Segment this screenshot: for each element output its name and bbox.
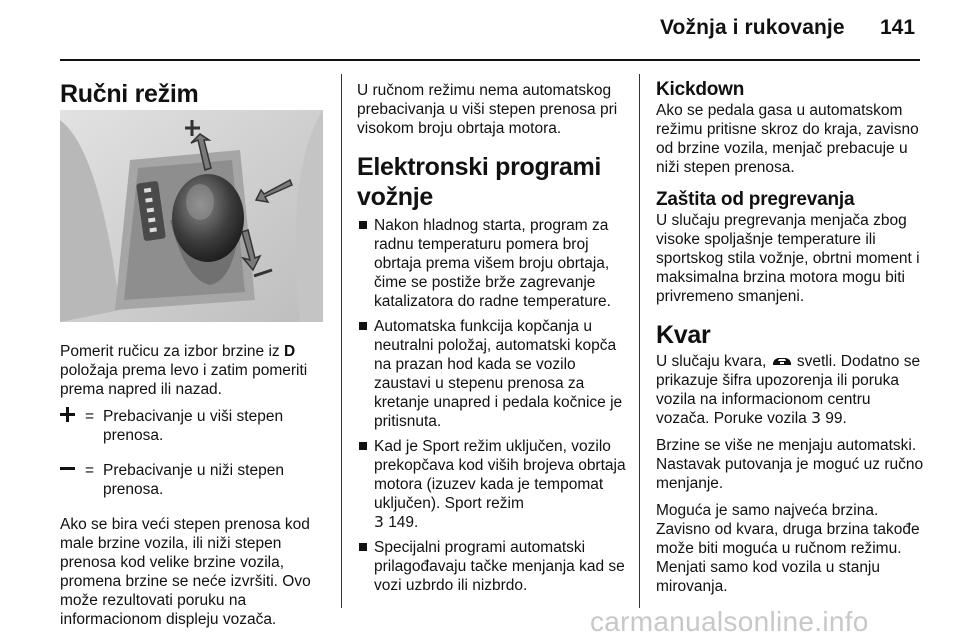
section-heading-fault: Kvar bbox=[656, 321, 711, 349]
header-divider bbox=[60, 59, 920, 61]
shift-limit-paragraph: Ako se bira veći stepen prenosa kod male brzine vozila, ili niži stepen prenosa kod velike brzine vozila, promena brzine se neće izvršiti. Ovo može rezultovati poruku na informacionom displeju vozača. bbox=[60, 516, 311, 628]
fault-paragraph-2: Brzine se više ne menjaju automatski. Nastavak putovanja je moguć uz ručno menjanje. bbox=[656, 437, 924, 492]
subheading-overheat-protection: Zaštita od pregrevanja bbox=[656, 189, 855, 210]
fault-paragraph-1: U slučaju kvara, svetli. Dodatno se prikazuje šifra upozorenja ili poruka vozila na informacionom centru vozača. Poruke vozila 3 99. bbox=[656, 353, 921, 427]
page-ref: 99. bbox=[825, 410, 847, 427]
overheat-text: U slučaju pregrevanja menjača zbog visoke spoljašnje temperature ili sportskog stila vožnje, obrtni moment i maksimalna brzina motora mogu biti privremeno smanjeni. bbox=[656, 212, 920, 305]
page-number: 141 bbox=[880, 16, 916, 39]
column-divider-1 bbox=[341, 74, 342, 608]
gear-selector-photo bbox=[60, 110, 323, 322]
minus-icon bbox=[60, 461, 76, 481]
kickdown-text: Ako se pedala gasa u automatskom režimu pritisne skroz do kraja, zavisno od brzine vozila, menjač prebacuje u niži stepen prenosa. bbox=[656, 102, 919, 176]
column-1 bbox=[60, 79, 325, 109]
running-header-title: Vožnja i rukovanje bbox=[660, 16, 845, 39]
page-ref-arrow-icon: 3 bbox=[811, 409, 821, 427]
drive-programs-list bbox=[357, 216, 629, 595]
section-heading-drive-programs: Elektronski programi vožnje bbox=[357, 153, 602, 211]
plus-icon bbox=[60, 407, 76, 427]
column-1-body bbox=[60, 342, 325, 637]
list-item: Specijalni programi automatski prilagođavaju tačke menjanja kad se vozi uzbrdo ili nizbrdo. bbox=[357, 538, 629, 595]
page-ref-arrow-icon: 3 bbox=[374, 513, 384, 531]
fault-paragraph-3: Moguća je samo najveća brzina. Zavisno od kvara, druga brzina takođe može biti moguća u ručnom režimu. Menjati samo kod vozila u stanju mirovanja. bbox=[656, 502, 920, 595]
manual-mode-intro: Pomerit ručicu za izbor brzine iz D položaja prema levo i zatim pomeriti prema napred ili nazad. bbox=[60, 343, 308, 398]
list-item: Automatska funkcija kopčanja u neutralni položaj, automatski kopča na prazan hod kada se vozilo zaustavi u stepenu prenosa za kretanje unapred i pedala kočnice je pritisnuta. bbox=[357, 317, 629, 431]
manual-mode-note: U ručnom režimu nema automatskog prebacivanja u viši stepen prenosa pri visokom broju obrtaja motora. bbox=[357, 82, 618, 137]
watermark: carmanualsonline.info bbox=[590, 606, 869, 637]
definition-downshift: = Prebacivanje u niži stepen prenosa. bbox=[60, 461, 325, 499]
definition-text: Prebacivanje u niži stepen prenosa. bbox=[103, 462, 284, 498]
subheading-kickdown: Kickdown bbox=[656, 79, 745, 100]
list-item: Kad je Sport režim uključen, vozilo prekopčava kod viših brojeva obrtaja motora (izuzev kada je tempomat uključen). Sport režim 3 149. bbox=[357, 437, 629, 532]
definition-upshift: = Prebacivanje u viši stepen prenosa. bbox=[60, 407, 325, 445]
page-ref: 149. bbox=[388, 514, 419, 531]
column-2 bbox=[357, 81, 629, 601]
section-heading-manual-mode: Ručni režim bbox=[60, 80, 199, 108]
list-item: Nakon hladnog starta, program za radnu temperaturu pomera broj obrtaja prema višem broju obrtaja, čime se postiže brže zagrevanje katalizatora do radne temperature. bbox=[357, 216, 629, 311]
car-gearbox-warning-icon bbox=[771, 353, 793, 370]
column-3 bbox=[656, 79, 926, 604]
definition-text: Prebacivanje u viši stepen prenosa. bbox=[103, 408, 284, 444]
column-divider-2 bbox=[639, 74, 640, 608]
